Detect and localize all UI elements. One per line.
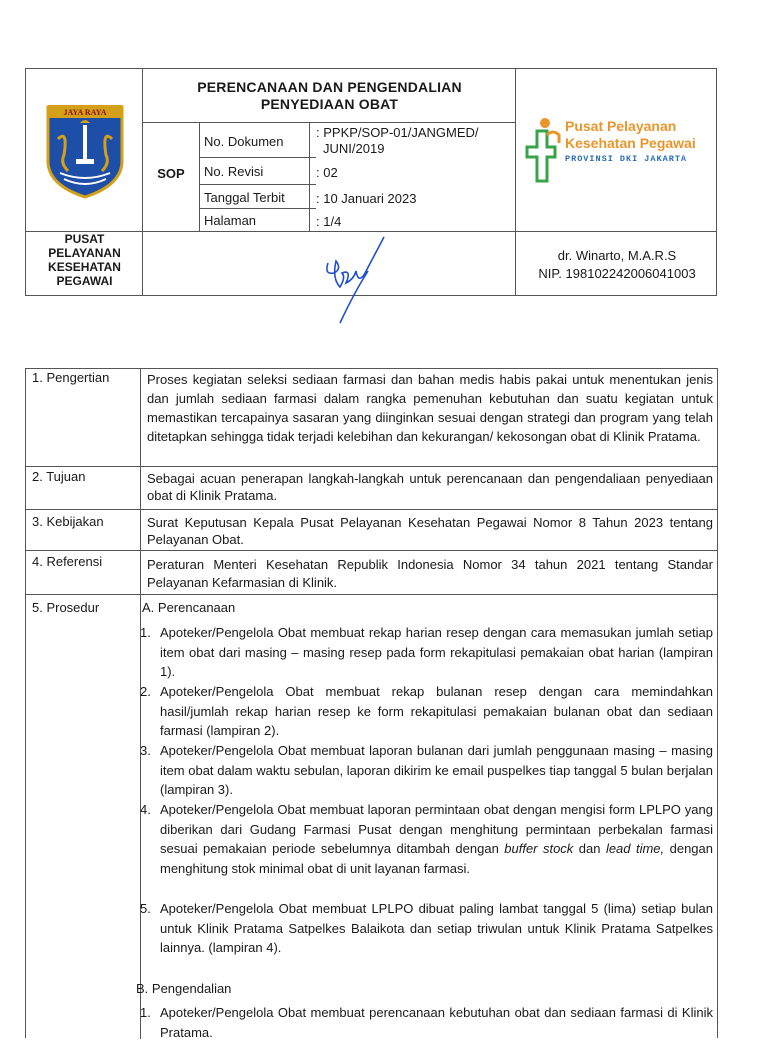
prosedur-a-item-1 bbox=[140, 623, 713, 682]
logo-left-motto: JAYA RAYA bbox=[63, 108, 107, 117]
item-text: Apoteker/Pengelola Obat membuat rekap bulanan resep dengan cara memindahkan hasil/jumlah rekap harian resep ke form rekapitulasi pemakaian bulanan obat dan sediaan farmasi (lampiran 2). bbox=[160, 684, 713, 738]
item-text: Apoteker/Pengelola Obat membuat laporan bulanan dari jumlah penggunaan masing – masing item obat dalam waktu sebulan, laporan dikirim ke email puspelkes tiap tanggal 5 bulan berjalan (lampiran 3). bbox=[160, 743, 713, 797]
logo-right-line-3: PROVINSI DKI JAKARTA bbox=[565, 154, 688, 164]
section-text-pengertian: Proses kegiatan seleksi sediaan farmasi dan bahan medis habis pakai untuk menentukan jenis dan jumlah sediaan farmasi dalam rangka pemenuhan kebutuhan dan suatu kegiatan untuk memastikan tercapainya sasaran yang diinginkan sesuai dengan strategi dan program yang telah ditetapkan sehingga tidak terjadi kelebihan dan kekurangan/ kekosongan obat di Klinik Pratama. bbox=[147, 372, 713, 444]
item-text: Apoteker/Pengelola Obat membuat laporan permintaan obat dengan mengisi form LPLPO yang diberikan dari Gudang Farmasi Pusat dengan menghitung permintaan perbekalan farmasi sesuai pemakaian periode sebelumnya ditambah dengan bbox=[160, 802, 713, 856]
org-line-4: PEGAWAI bbox=[56, 274, 113, 288]
prosedur-a-title: A. Perencanaan bbox=[142, 600, 236, 615]
section-label-pengertian: 1. Pengertian bbox=[32, 370, 110, 385]
prosedur-b-item-1 bbox=[140, 1003, 713, 1042]
item-number: 5. bbox=[140, 901, 151, 916]
section-text-kebijakan: Surat Keputusan Kepala Pusat Pelayanan Kesehatan Pegawai Nomor 8 Tahun 2023 tentang Pelayanan Obat. bbox=[147, 515, 713, 547]
item-text: Apoteker/Pengelola Obat membuat rekap harian resep dengan cara memasukan jumlah setiap item obat dari masing – masing resep pada form rekapitulasi pemakaian obat harian (lampiran 1). bbox=[160, 625, 713, 679]
section-label-kebijakan: 3. Kebijakan bbox=[32, 514, 104, 529]
org-line-2: PELAYANAN bbox=[48, 246, 121, 260]
field-label-no-revisi: No. Revisi bbox=[204, 164, 264, 179]
section-label-referensi: 4. Referensi bbox=[32, 554, 103, 569]
item-text: Apoteker/Pengelola Obat membuat perencanaan kebutuhan obat dan sediaan farmasi di Klinik Pratama. bbox=[160, 1005, 713, 1040]
item-text-italic: lead time, bbox=[605, 841, 665, 856]
item-text-italic: buffer stock bbox=[504, 841, 574, 856]
item-number: 2. bbox=[140, 684, 151, 699]
item-text: dengan menghitung stok minimal obat di unit layanan farmasi. bbox=[160, 841, 713, 876]
signer-name: dr. Winarto, M.A.R.S bbox=[557, 248, 677, 263]
prosedur-a-item-3 bbox=[140, 741, 713, 800]
prosedur-b-title: B. Pengendalian bbox=[136, 981, 232, 996]
section-text-tujuan: Sebagai acuan penerapan langkah-langkah untuk perencanaan dan pengendaliaan penyediaan obat di Klinik Pratama. bbox=[147, 471, 713, 503]
title-line-2: PENYEDIAAN OBAT bbox=[260, 96, 399, 112]
field-value-halaman: : 1/4 bbox=[316, 214, 342, 229]
no-dokumen-line-1: : PPKP/SOP-01/JANGMED/ bbox=[316, 125, 479, 140]
organization-name bbox=[26, 232, 143, 288]
item-text: Apoteker/Pengelola Obat membuat LPLPO dibuat paling lambat tanggal 5 (lima) setiap bulan untuk Klinik Pratama Satpelkes Balaikota dan setiap triwulan untuk Klinik Pratama Satpelkes lainnya. (lampiran 4). bbox=[160, 901, 713, 955]
section-label-prosedur: 5. Prosedur bbox=[32, 600, 100, 615]
document-title bbox=[143, 79, 516, 113]
header-table bbox=[25, 68, 717, 296]
field-value-tanggal-terbit: : 10 Januari 2023 bbox=[316, 191, 417, 206]
sop-label: SOP bbox=[157, 166, 185, 181]
item-text: dan bbox=[573, 841, 606, 856]
prosedur-a-item-2 bbox=[140, 682, 713, 741]
puspelkes-logo bbox=[523, 113, 713, 185]
title-line-1: PERENCANAAN DAN PENGENDALIAN bbox=[197, 79, 462, 95]
prosedur-a-item-5 bbox=[140, 899, 713, 958]
field-label-no-dokumen: No. Dokumen bbox=[204, 134, 284, 149]
no-dokumen-line-2: JUNI/2019 bbox=[323, 141, 385, 156]
item-number: 4. bbox=[140, 802, 151, 817]
prosedur-a-item-4 bbox=[140, 800, 713, 878]
item-number: 3. bbox=[140, 743, 151, 758]
logo-right-line-1: Pusat Pelayanan bbox=[565, 118, 677, 134]
org-line-3: KESEHATAN bbox=[48, 260, 121, 274]
jakarta-coat-of-arms-logo bbox=[40, 99, 130, 199]
item-number: 1. bbox=[140, 1005, 151, 1020]
content-table bbox=[25, 368, 718, 1038]
field-value-no-revisi: : 02 bbox=[316, 165, 338, 180]
item-number: 1. bbox=[140, 625, 151, 640]
org-line-1: PUSAT bbox=[64, 232, 105, 246]
section-label-tujuan: 2. Tujuan bbox=[32, 469, 86, 484]
signer-block bbox=[516, 247, 718, 283]
field-value-no-dokumen bbox=[316, 125, 479, 157]
section-text-referensi: Peraturan Menteri Kesehatan Republik Indonesia Nomor 34 tahun 2021 tentang Standar Pelayanan Kefarmasian di Klinik. bbox=[147, 557, 713, 590]
logo-right-line-2: Kesehatan Pegawai bbox=[565, 135, 696, 151]
signer-nip: NIP. 198102242006041003 bbox=[538, 266, 696, 281]
field-label-halaman: Halaman bbox=[204, 213, 257, 228]
signature-mark bbox=[306, 233, 416, 328]
field-label-tanggal-terbit: Tanggal Terbit bbox=[204, 190, 285, 205]
